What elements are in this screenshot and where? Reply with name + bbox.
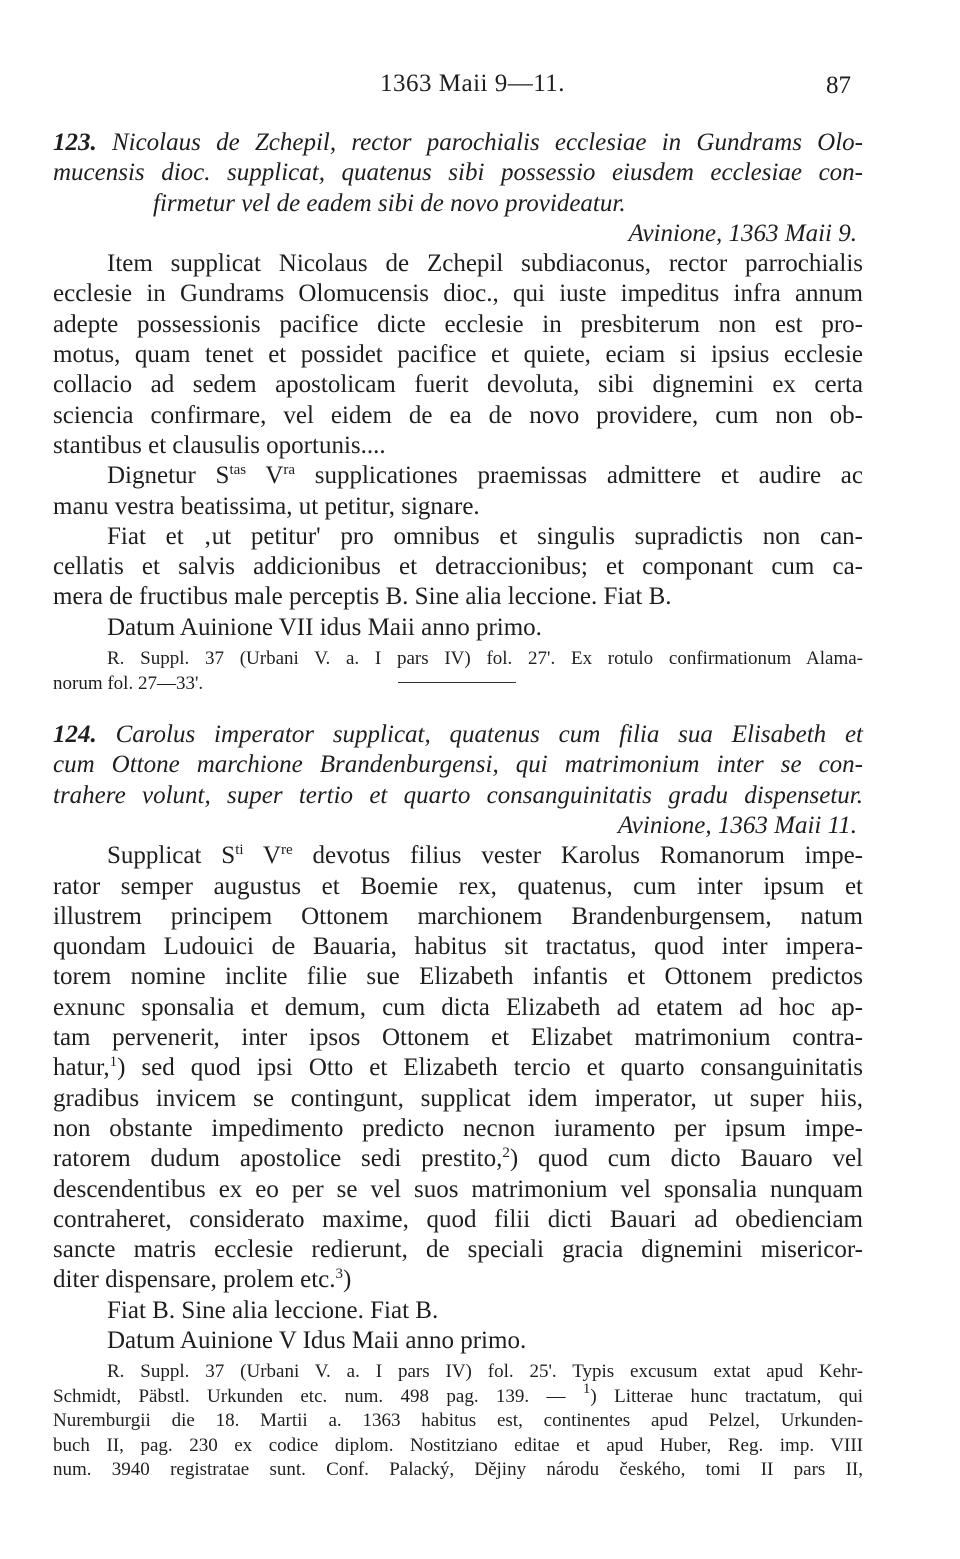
text-line: ratorem dudum apostolice sedi prestito,$^2$) quod cum dicto Bauaro vel [53,1145,864,1173]
entry-summary-line: mucensis dioc. supplicat, quatenus sibi possessio eiusdem ecclesiae con- [53,159,863,187]
text-line: gradibus invicem se contingunt, supplicat idem imperator, ut super hiis, [53,1084,863,1112]
source-note-line: R. Suppl. 37 (Urbani V. a. I pars IV) fol. 25'. Typis excusum extat apud Kehr- [107,1361,863,1383]
source-note-row [53,672,863,697]
text-line: Supplicat $S^{ti}$ Vre devotus filius vester Karolus Romanorum impe- [107,842,863,870]
text-line: rator semper augustus et Boemie rex, quatenus, cum inter ipsum et [53,872,863,900]
text-line: sancte matris ecclesie redierunt, de speciali gracia dignemini misericor- [53,1236,863,1264]
entry-summary-line: 124. Carolus imperator supplicat, quatenus cum filia sua Elisabeth et [53,721,863,749]
text-line: cellatis et salvis addicionibus et detraccionibus; et componant cum ca- [53,553,863,581]
text-line: quondam Ludouici de Bauaria, habitus sit tractatus, quod inter impera- [53,933,863,961]
source-note-line: num. 3940 registratae sunt. Conf. Palacký, Dějiny národu českého, tomi II pars II, [53,1459,863,1481]
text-line: exnunc sponsalia et demum, cum dicta Elizabeth ad etatem ad hoc ap- [53,993,863,1021]
text-line: contraheret, considerato maxime, quod filii dicti Bauari ad obedienciam [53,1205,863,1233]
text-line: ecclesie in Gundrams Olomucensis dioc., qui iuste impeditus infra annum [53,280,863,308]
text-line: mera de fructibus male perceptis B. Sine alia leccione. Fiat B. [53,583,672,611]
text-line: stantibus et clausulis oportunis.... [53,431,386,459]
entry-summary-line: cum Ottone marchione Brandenburgensi, qui matrimonium inter se con- [53,751,863,779]
text-line: Dignetur $S^{tas}$ $V^{ra}$ supplicationes praemissas admittere et audire ac [107,462,863,490]
text-line: Fiat B. Sine alia leccione. Fiat B. [107,1296,439,1324]
source-note-line: buch II, pag. 230 ex codice diplom. Nostitziano editae et apud Huber, Reg. imp. VIII [53,1434,863,1456]
datum-line: Datum Auinione VII idus Maii anno primo. [107,613,542,641]
text-line: motus, quam tenet et possidet pacifice et quiete, eciam si ipsius ecclesie [53,341,863,369]
entry-number: 123. [53,129,97,156]
text-line: Fiat et ‚ut petitur' pro omnibus et singulis supradictis non can- [107,522,863,550]
source-note-line: Nuremburgii die 18. Martii a. 1363 habitus est, continentes apud Pelzel, Urkunden- [53,1410,863,1432]
entry-date: Avinione, 1363 Maii 9. [628,219,857,247]
section-divider [398,682,516,683]
text-line: manu vestra beatissima, ut petitur, signare. [53,492,480,520]
page-header [0,70,960,110]
source-note-line: norum fol. 27—33'. [53,672,204,694]
text-line: non obstante impedimento predicto necnon iuramento per ipsum impe- [53,1114,863,1142]
entry-124 [53,720,863,1483]
text-line: torem nomine inclite filie sue Elizabeth infantis et Ottonem predictos [53,963,863,991]
text-line: collacio ad sedem apostolicam fuerit devoluta, sibi dignemini ex certa [53,371,863,399]
entry-summary-line: trahere volunt, super tertio et quarto consanguinitatis gradu dispensetur. [53,781,863,809]
text-line: descendentibus ex eo per se vel suos matrimonium vel sponsalia nunquam [53,1175,863,1203]
text-line: diter dispensare, prolem etc.$^3$) [53,1266,352,1294]
datum-line: Datum Auinione V Idus Maii anno primo. [107,1326,527,1354]
entry-summary-line: 123. Nicolaus de Zchepil, rector parochialis ecclesiae in Gundrams Olo- [53,129,864,156]
text-line: tam pervenerit, inter ipsos Ottonem et Elizabet matrimonium contra- [53,1024,863,1052]
page-number: 87 [826,72,851,99]
source-note-line: Schmidt, Päbstl. Urkunden etc. num. 498 pag. 139. — $^1$) Litterae hunc tractatum, qui [53,1380,863,1407]
text-line: hatur,$^1$) sed quod ipsi Otto et Elizabeth tercio et quarto consanguinitatis [53,1054,863,1082]
entry-number: 124. [53,721,97,749]
entry-123 [53,128,863,696]
text-line: Item supplicat Nicolaus de Zchepil subdiaconus, rector parrochialis [107,250,863,278]
entry-gap [53,696,863,720]
source-note-line: R. Suppl. 37 (Urbani V. a. I pars IV) fol. 27'. Ex rotulo confirmationum Alama- [107,648,863,670]
entry-summary-line: firmetur vel de eadem sibi de novo provideatur. [153,189,626,217]
text-line: adepte possessionis pacifice dicte ecclesie in presbiterum non est pro- [53,310,863,338]
entry-date: Avinione, 1363 Maii 11. [617,811,857,839]
running-head: 1363 Maii 9—11. [380,70,566,97]
text-line: sciencia confirmare, vel eidem de ea de novo providere, cum non ob- [53,401,863,429]
document-body [53,128,863,1483]
text-line: illustrem principem Ottonem marchionem Brandenburgensem, natum [53,902,863,930]
